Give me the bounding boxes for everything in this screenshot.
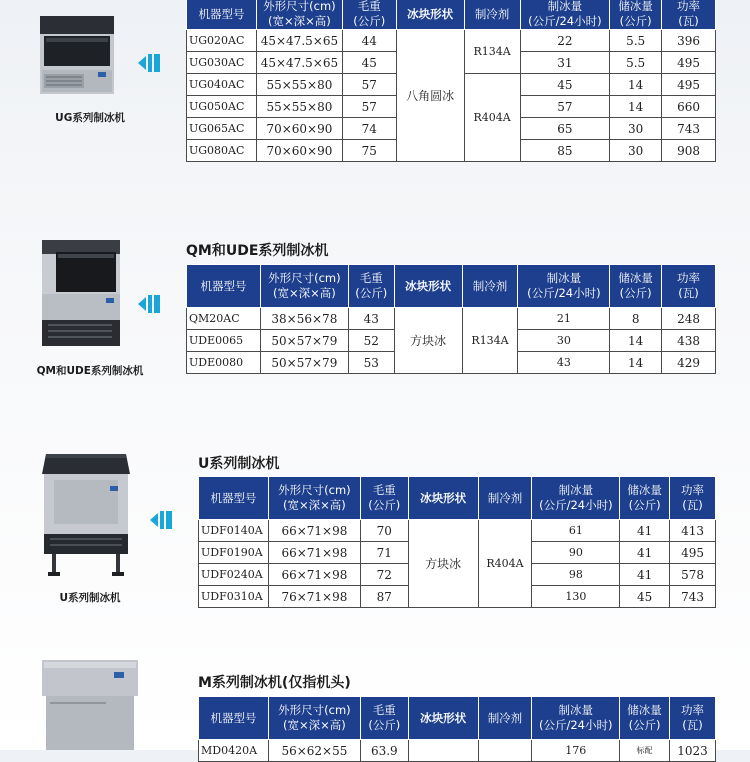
refrigerant-cell [478, 740, 532, 762]
table-row: QM20AC 38×56×78 43 方块冰 R134A 21 8 248 [187, 308, 716, 330]
shape-cell: 方块冰 [408, 520, 478, 608]
u-section [0, 440, 750, 610]
col-refrigerant-header: 制冷剂 [478, 697, 532, 740]
col-ice-header: 制冰量 (公斤/24小时) [520, 0, 610, 30]
col-power-header: 功率 (瓦) [662, 265, 716, 308]
col-storage-header: 储冰量 (公斤) [620, 697, 670, 740]
qm-ude-spec-table [186, 264, 716, 374]
col-model-header: 机器型号 [187, 0, 257, 30]
u-section-title: U系列制冰机 [198, 456, 280, 472]
refrigerant-cell: R404A [478, 520, 532, 608]
refrigerant-cell: R134A [462, 308, 518, 374]
qm-ude-section [0, 230, 750, 400]
col-refrigerant-header: 制冷剂 [464, 0, 520, 30]
shape-cell: 方块冰 [394, 308, 462, 374]
qm-ude-ice-machine-image [40, 238, 122, 350]
col-shape-header: 冰块形状 [394, 265, 462, 308]
m-spec-table [198, 696, 716, 762]
table-row: UG065AC 70×60×90 74 65 30 743 [187, 118, 716, 140]
col-refrigerant-header: 制冷剂 [478, 477, 532, 520]
col-power-header: 功率 (瓦) [662, 0, 716, 30]
col-storage-header: 储冰量 (公斤) [610, 265, 662, 308]
col-weight-header: 毛重 (公斤) [360, 477, 408, 520]
col-dims-header: 外形尺寸(cm) (宽×深×高) [260, 265, 348, 308]
col-ice-header: 制冰量 (公斤/24小时) [532, 477, 620, 520]
table-row: UG040AC 55×55×80 57 R404A 45 14 495 [187, 74, 716, 96]
m-ice-machine-image [40, 658, 140, 750]
col-weight-header: 毛重 (公斤) [360, 697, 408, 740]
col-model-header: 机器型号 [187, 265, 261, 308]
arrow-icon [138, 293, 162, 315]
refrigerant-cell: R404A [464, 74, 520, 162]
shape-cell: 八角圆冰 [396, 30, 464, 162]
qm-ude-section-title: QM和UDE系列制冰机 [186, 243, 329, 259]
ug-ice-machine-image [38, 12, 116, 98]
col-power-header: 功率 (瓦) [670, 477, 716, 520]
m-section-title: M系列制冰机(仅指机头) [198, 675, 351, 691]
col-ice-header: 制冰量 (公斤/24小时) [532, 697, 620, 740]
table-row: MD0420A 56×62×55 63.9 176 标配 1023 [199, 740, 716, 762]
col-model-header: 机器型号 [199, 697, 269, 740]
table-row: UDF0140A 66×71×98 70 方块冰 R404A 61 41 413 [199, 520, 716, 542]
col-storage-header: 储冰量 (公斤) [610, 0, 662, 30]
col-dims-header: 外形尺寸(cm) (宽×深×高) [268, 477, 360, 520]
arrow-icon [150, 509, 174, 531]
table-row: UDF0190A 66×71×98 71 90 41 495 [199, 542, 716, 564]
table-row: UDE0080 50×57×79 53 43 14 429 [187, 352, 716, 374]
u-ice-machine-image [40, 446, 132, 578]
ug-caption: UG系列制冰机 [55, 112, 125, 124]
table-row: UG080AC 70×60×90 75 85 30 908 [187, 140, 716, 162]
qm-ude-caption: QM和UDE系列制冰机 [36, 365, 144, 377]
refrigerant-cell: R134A [464, 30, 520, 74]
table-row: UG030AC 45×47.5×65 45 31 5.5 495 [187, 52, 716, 74]
shape-cell [408, 740, 478, 762]
table-row: UG050AC 55×55×80 57 57 14 660 [187, 96, 716, 118]
col-ice-header: 制冰量 (公斤/24小时) [518, 265, 610, 308]
col-dims-header: 外形尺寸(cm) (宽×深×高) [268, 697, 360, 740]
table-row: UDF0310A 76×71×98 87 130 45 743 [199, 586, 716, 608]
col-shape-header: 冰块形状 [408, 477, 478, 520]
col-shape-header: 冰块形状 [396, 0, 464, 30]
arrow-icon [138, 52, 162, 74]
col-model-header: 机器型号 [199, 477, 269, 520]
col-storage-header: 储冰量 (公斤) [620, 477, 670, 520]
ug-spec-table [186, 0, 716, 162]
col-refrigerant-header: 制冷剂 [462, 265, 518, 308]
m-section [0, 650, 750, 758]
u-spec-table [198, 476, 716, 608]
ug-section [0, 0, 750, 200]
col-dims-header: 外形尺寸(cm) (宽×深×高) [256, 0, 342, 30]
col-weight-header: 毛重 (公斤) [348, 265, 394, 308]
u-caption: U系列制冰机 [59, 592, 121, 604]
col-weight-header: 毛重 (公斤) [342, 0, 396, 30]
table-row: UG020AC 45×47.5×65 44 八角圆冰 R134A 22 5.5 396 [187, 30, 716, 52]
col-power-header: 功率 (瓦) [669, 697, 715, 740]
table-row: UDE0065 50×57×79 52 30 14 438 [187, 330, 716, 352]
col-shape-header: 冰块形状 [408, 697, 478, 740]
table-row: UDF0240A 66×71×98 72 98 41 578 [199, 564, 716, 586]
